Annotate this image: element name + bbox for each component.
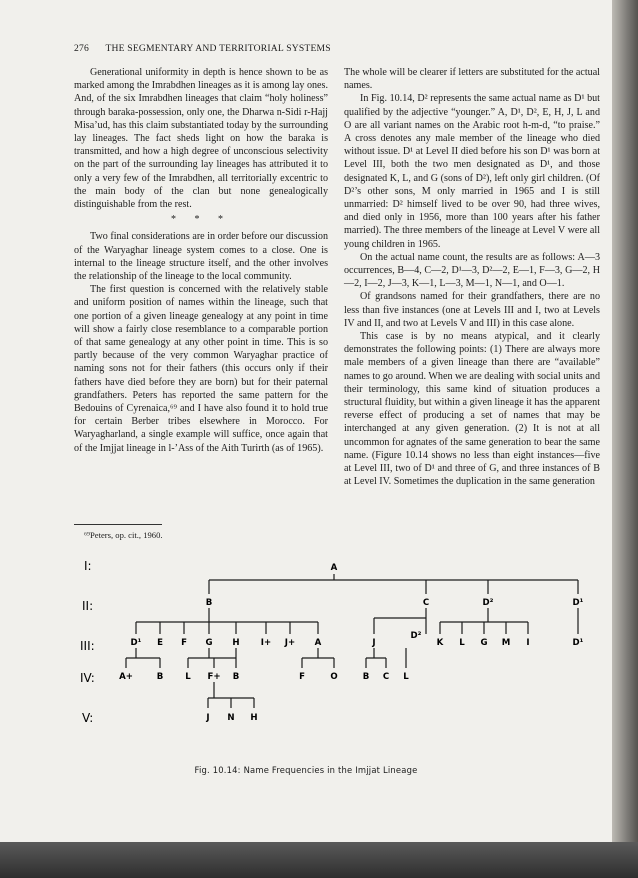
node-label: J+ xyxy=(284,638,296,648)
footnote-rule xyxy=(74,524,162,525)
level-label: I: xyxy=(84,559,92,573)
node-label: F+ xyxy=(207,672,221,682)
node-label: H xyxy=(250,713,258,723)
node-label: B xyxy=(362,672,370,682)
node-label: M xyxy=(501,638,511,648)
node-label: L xyxy=(403,672,409,682)
node-label: J xyxy=(372,638,376,648)
left-column xyxy=(74,66,328,455)
figure-caption: Fig. 10.14: Name Frequencies in the Imjjat Lineage xyxy=(194,765,418,775)
node-label: F xyxy=(299,672,305,682)
paragraph: Two final considerations are in order before our discussion of the Waryaghar lineage system comes to a close. One is internal to the lineage structure itself, and the other involves the relationship of the lineage to the local community. xyxy=(74,231,328,283)
genealogy-figure xyxy=(56,558,616,758)
running-title: THE SEGMENTARY AND TERRITORIAL SYSTEMS xyxy=(105,43,331,54)
genealogy-diagram xyxy=(56,558,616,758)
paragraph: In Fig. 10.14, D² represents the same actual name as D¹ but qualified by the adjective “younger.” A, D¹, D², E, H, J, L and O are all variant names on the Arabic root h-m-d, “to praise.” A cross denotes any male member of the lineage who died without issue. D¹ at Level II died before his son D¹ was born at Level III, both the two men designated as D¹, and those designated K, L, and G (sons of D²), left only girl children. (Of D²’s other sons, M only married in 1965 and I is still unmarried: D² himself lived to be over 90, had three wives, and died only in 1956, more than 100 years after his father married). The three members of the lineage at Level V were all young children in 1965. xyxy=(344,93,600,250)
paragraph: This case is by no means atypical, and it clearly demonstrates the following points: (1) There are always more male members of a given lineage than there are “available” names to go around. When we are dealing with social units and their terminology, this same kind of situation produces a structural fluidity, but within a given lineage it has the apparent reverse effect of producing a set of names that may be interchanged at any given generation. (2) It is not at all uncommon for agnates of the same generation to bear the same name. (Figure 10.14 shows no less than eight instances—five at Level III, two of D¹ and three of G, and three instances of B at Level IV. Sometimes the duplication in the same generation xyxy=(344,331,600,488)
level-label: III: xyxy=(80,639,95,653)
node-label: O xyxy=(330,672,338,682)
node-label: C xyxy=(422,598,430,608)
node-label: H xyxy=(232,638,240,648)
page-edge-shadow xyxy=(612,0,638,878)
node-label: D¹ xyxy=(130,638,142,648)
node-label: B xyxy=(232,672,240,682)
right-column xyxy=(344,66,600,489)
node-label: I+ xyxy=(260,638,272,648)
node-label: A xyxy=(330,563,338,573)
paragraph: Generational uniformity in depth is hence shown to be as marked among the Imrabdhen lineages as it is among lay ones. And, of the six Imrabdhen lineages that claim “holy holiness” through baraka-possession, only one, the Dharwa n-Sidi r-Hajj Misa’ud, has this claim substantiated today by the surrounding lay lineages. The fact sheds light on how the baraka is transmitted, and how a high degree of unconscious selectivity on the part of the surrounding lay lineages has attributed it to only a very few of the Imrabdhen, all territorially excentric to the main body of the clan but none genealogically distinguishable from the rest. xyxy=(74,67,328,211)
node-label: C xyxy=(382,672,390,682)
paragraph: On the actual name count, the results are as follows: A—3 occurrences, B—4, C—2, D¹—3, D²—2, E—1, F—3, G—2, H—2, I—2, J—3, K—1, L—3, M—1, N—1, and O—1. xyxy=(344,251,600,290)
footnote: ⁶⁹Peters, op. cit., 1960. xyxy=(84,530,163,540)
scan-bottom-band xyxy=(0,842,638,878)
node-label: E xyxy=(157,638,163,648)
node-label: B xyxy=(205,598,213,608)
level-label: II: xyxy=(82,599,94,613)
node-label: D¹ xyxy=(572,638,584,648)
page-number: 276 xyxy=(74,43,89,54)
node-label: D² xyxy=(410,631,422,641)
node-label: K xyxy=(436,638,444,648)
node-label: D¹ xyxy=(572,598,584,608)
node-label: L xyxy=(459,638,465,648)
node-labels xyxy=(119,563,584,723)
node-label: G xyxy=(480,638,488,648)
node-label: A xyxy=(314,638,322,648)
level-label: IV: xyxy=(80,671,95,685)
node-label: A+ xyxy=(119,672,133,682)
running-header xyxy=(74,43,331,54)
node-label: N xyxy=(227,713,235,723)
node-label: L xyxy=(185,672,191,682)
node-label: F xyxy=(181,638,187,648)
node-label: I xyxy=(526,638,530,648)
paragraph: The first question is concerned with the relatively stable and uniform position of names within the lineage, such that one portion of a given lineage genealogy at any point in time will show a fairly close resemblance to a comparable portion of that same genealogy at any other point in time. This is so partly because of the very common Waryaghar practice of naming sons not for their fathers (this occurs only if their fathers have died before they are born) but for their paternal grandfathers. Peters has reported the same pattern for the Bedouins of Cyrenaica,⁶⁹ and I have also found it to hold true for certain Berber tribes elsewhere in Morocco. For Waryagharland, a single example will suffice, once again that of the Imjjat lineage in l-’Ass of the Aith Turirth (as of 1965). xyxy=(74,284,328,454)
node-label: D² xyxy=(482,598,494,608)
paragraph: The whole will be clearer if letters are substituted for the actual names. xyxy=(344,67,600,92)
level-label: V: xyxy=(82,711,94,725)
node-label: J xyxy=(206,713,210,723)
node-label: B xyxy=(156,672,164,682)
node-label: G xyxy=(205,638,213,648)
section-separator: * * * xyxy=(171,214,231,226)
paragraph: Of grandsons named for their grandfathers, there are no less than five instances (one at Levels III and I, two at Levels IV and II, and two at Levels V and III) in this case alone. xyxy=(344,291,600,329)
